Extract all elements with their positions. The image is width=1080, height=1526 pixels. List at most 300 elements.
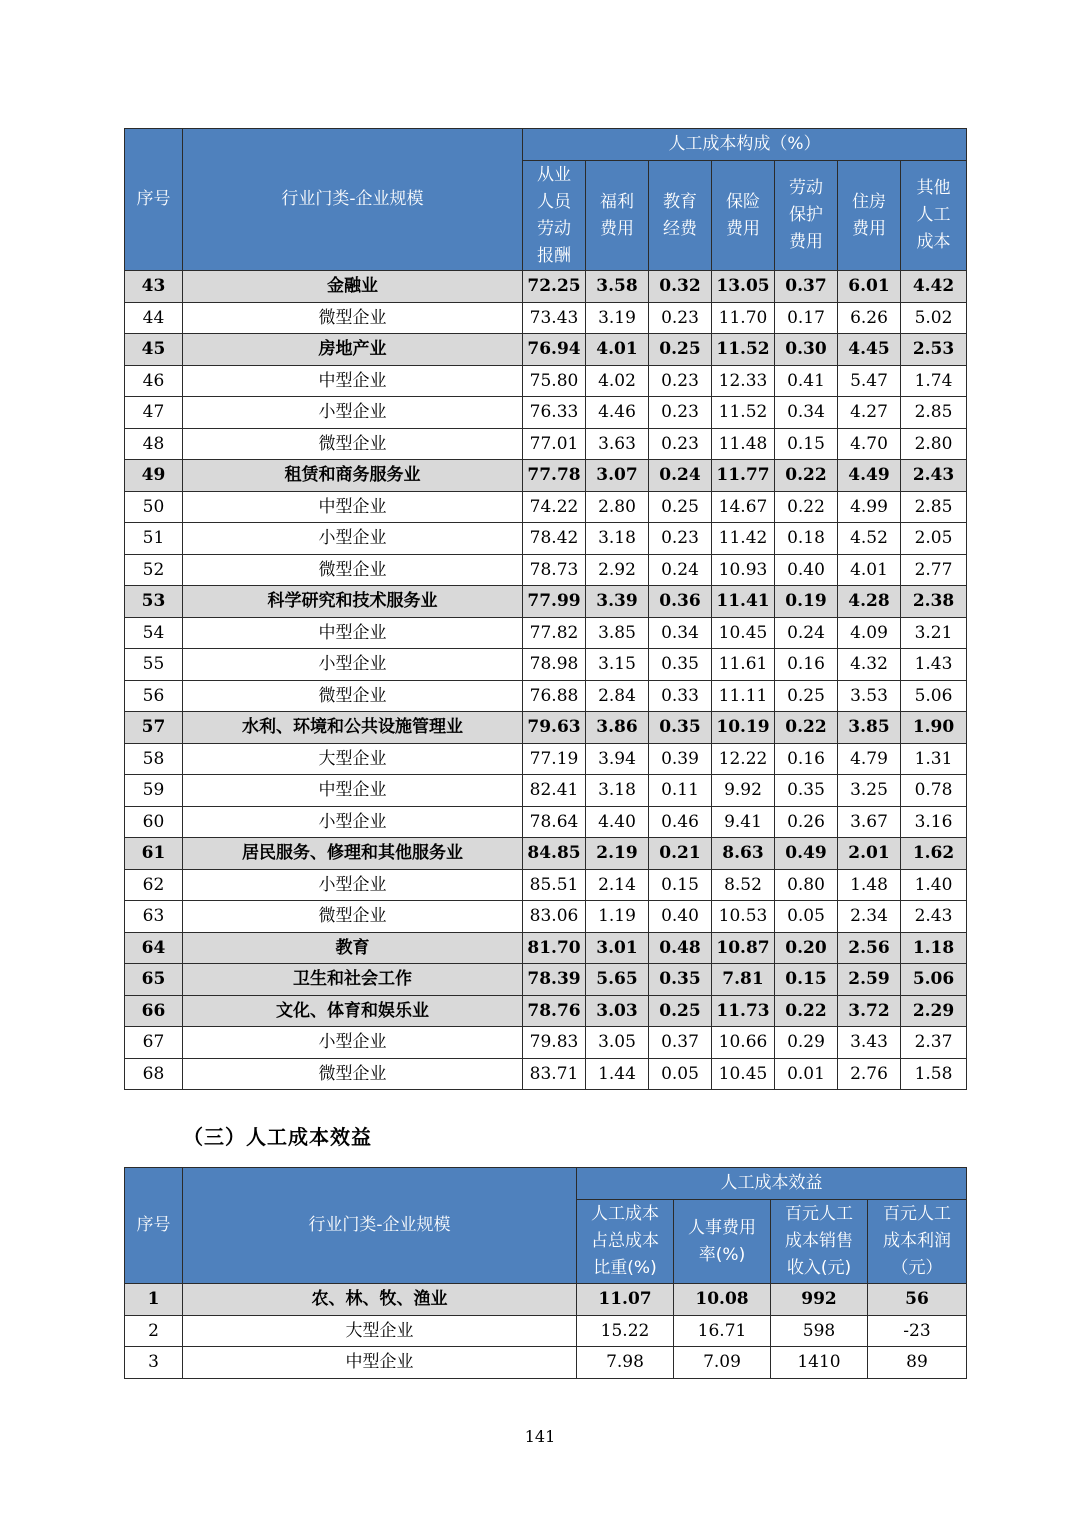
value-cell: 76.94 bbox=[523, 334, 586, 366]
row-number: 52 bbox=[125, 554, 183, 586]
row-number: 66 bbox=[125, 995, 183, 1027]
value-cell: 1.19 bbox=[586, 901, 649, 933]
value-cell: 3.86 bbox=[586, 712, 649, 744]
value-cell: 74.22 bbox=[523, 491, 586, 523]
value-cell: 56 bbox=[868, 1284, 967, 1316]
value-cell: 8.52 bbox=[712, 869, 775, 901]
header-industry: 行业门类-企业规模 bbox=[183, 1168, 577, 1284]
value-cell: 75.80 bbox=[523, 365, 586, 397]
industry-name: 居民服务、修理和其他服务业 bbox=[183, 838, 523, 870]
value-cell: 0.17 bbox=[775, 302, 838, 334]
value-cell: 2.80 bbox=[901, 428, 967, 460]
row-number: 59 bbox=[125, 775, 183, 807]
value-cell: 11.77 bbox=[712, 460, 775, 492]
value-cell: 14.67 bbox=[712, 491, 775, 523]
value-cell: 3.67 bbox=[838, 806, 901, 838]
row-number: 44 bbox=[125, 302, 183, 334]
value-cell: 82.41 bbox=[523, 775, 586, 807]
row-number: 50 bbox=[125, 491, 183, 523]
value-cell: 0.05 bbox=[649, 1058, 712, 1090]
value-cell: 0.23 bbox=[649, 397, 712, 429]
table-row bbox=[125, 869, 967, 901]
value-cell: 1.31 bbox=[901, 743, 967, 775]
industry-name: 大型企业 bbox=[183, 1315, 577, 1347]
industry-name: 小型企业 bbox=[183, 523, 523, 555]
value-cell: 2.76 bbox=[838, 1058, 901, 1090]
table-row bbox=[125, 1284, 967, 1316]
value-cell: 5.06 bbox=[901, 680, 967, 712]
value-cell: 0.25 bbox=[649, 995, 712, 1027]
value-cell: 0.15 bbox=[649, 869, 712, 901]
value-cell: 3.94 bbox=[586, 743, 649, 775]
value-cell: 3.18 bbox=[586, 775, 649, 807]
value-cell: 4.28 bbox=[838, 586, 901, 618]
value-cell: 0.30 bbox=[775, 334, 838, 366]
value-cell: 5.06 bbox=[901, 964, 967, 996]
value-cell: 0.16 bbox=[775, 743, 838, 775]
industry-name: 微型企业 bbox=[183, 901, 523, 933]
value-cell: 1.40 bbox=[901, 869, 967, 901]
value-cell: 7.81 bbox=[712, 964, 775, 996]
row-number: 60 bbox=[125, 806, 183, 838]
table-row bbox=[125, 302, 967, 334]
row-number: 62 bbox=[125, 869, 183, 901]
value-cell: 11.52 bbox=[712, 334, 775, 366]
value-cell: 3.25 bbox=[838, 775, 901, 807]
value-cell: 8.63 bbox=[712, 838, 775, 870]
value-cell: 3.63 bbox=[586, 428, 649, 460]
table-row bbox=[125, 680, 967, 712]
value-cell: 78.76 bbox=[523, 995, 586, 1027]
industry-name: 微型企业 bbox=[183, 428, 523, 460]
value-cell: 78.73 bbox=[523, 554, 586, 586]
value-cell: 3.15 bbox=[586, 649, 649, 681]
row-number: 56 bbox=[125, 680, 183, 712]
value-cell: 3.03 bbox=[586, 995, 649, 1027]
value-cell: 78.42 bbox=[523, 523, 586, 555]
industry-name: 小型企业 bbox=[183, 806, 523, 838]
value-cell: 5.02 bbox=[901, 302, 967, 334]
value-cell: 0.37 bbox=[775, 271, 838, 303]
value-cell: 0.01 bbox=[775, 1058, 838, 1090]
value-cell: 2.80 bbox=[586, 491, 649, 523]
value-cell: 11.61 bbox=[712, 649, 775, 681]
row-number: 68 bbox=[125, 1058, 183, 1090]
value-cell: 3.43 bbox=[838, 1027, 901, 1059]
value-cell: 4.52 bbox=[838, 523, 901, 555]
row-number: 53 bbox=[125, 586, 183, 618]
value-cell: 3.05 bbox=[586, 1027, 649, 1059]
table-row bbox=[125, 1058, 967, 1090]
value-cell: 4.45 bbox=[838, 334, 901, 366]
value-cell: 2.38 bbox=[901, 586, 967, 618]
section-heading: （三）人工成本效益 bbox=[183, 1125, 372, 1149]
value-cell: 4.02 bbox=[586, 365, 649, 397]
value-cell: 0.15 bbox=[775, 428, 838, 460]
value-cell: 4.09 bbox=[838, 617, 901, 649]
value-cell: 11.11 bbox=[712, 680, 775, 712]
value-cell: 2.19 bbox=[586, 838, 649, 870]
value-cell: 0.32 bbox=[649, 271, 712, 303]
row-number: 63 bbox=[125, 901, 183, 933]
value-cell: 0.26 bbox=[775, 806, 838, 838]
table-row bbox=[125, 901, 967, 933]
table-row bbox=[125, 743, 967, 775]
header-col: 人工成本占总成本比重(%) bbox=[577, 1200, 674, 1284]
industry-name: 小型企业 bbox=[183, 649, 523, 681]
value-cell: 0.37 bbox=[649, 1027, 712, 1059]
value-cell: 10.19 bbox=[712, 712, 775, 744]
value-cell: 3.53 bbox=[838, 680, 901, 712]
value-cell: 77.19 bbox=[523, 743, 586, 775]
value-cell: 0.41 bbox=[775, 365, 838, 397]
value-cell: 0.21 bbox=[649, 838, 712, 870]
value-cell: 4.46 bbox=[586, 397, 649, 429]
table-row bbox=[125, 271, 967, 303]
value-cell: 1410 bbox=[771, 1347, 868, 1379]
value-cell: 0.40 bbox=[775, 554, 838, 586]
value-cell: 10.53 bbox=[712, 901, 775, 933]
value-cell: 13.05 bbox=[712, 271, 775, 303]
value-cell: 11.52 bbox=[712, 397, 775, 429]
value-cell: 4.01 bbox=[586, 334, 649, 366]
value-cell: 11.07 bbox=[577, 1284, 674, 1316]
value-cell: 72.25 bbox=[523, 271, 586, 303]
industry-name: 文化、体育和娱乐业 bbox=[183, 995, 523, 1027]
table-row bbox=[125, 460, 967, 492]
value-cell: 0.15 bbox=[775, 964, 838, 996]
value-cell: 10.66 bbox=[712, 1027, 775, 1059]
row-number: 61 bbox=[125, 838, 183, 870]
value-cell: 2.37 bbox=[901, 1027, 967, 1059]
value-cell: 6.26 bbox=[838, 302, 901, 334]
industry-name: 教育 bbox=[183, 932, 523, 964]
value-cell: 11.48 bbox=[712, 428, 775, 460]
value-cell: 78.64 bbox=[523, 806, 586, 838]
value-cell: 11.70 bbox=[712, 302, 775, 334]
row-number: 51 bbox=[125, 523, 183, 555]
value-cell: 2.84 bbox=[586, 680, 649, 712]
value-cell: 12.33 bbox=[712, 365, 775, 397]
value-cell: 0.35 bbox=[649, 649, 712, 681]
value-cell: 3.18 bbox=[586, 523, 649, 555]
value-cell: 77.01 bbox=[523, 428, 586, 460]
table-row bbox=[125, 1027, 967, 1059]
industry-name: 中型企业 bbox=[183, 1347, 577, 1379]
value-cell: 3.07 bbox=[586, 460, 649, 492]
value-cell: 0.23 bbox=[649, 365, 712, 397]
value-cell: 598 bbox=[771, 1315, 868, 1347]
value-cell: 2.56 bbox=[838, 932, 901, 964]
row-number: 1 bbox=[125, 1284, 183, 1316]
industry-name: 小型企业 bbox=[183, 397, 523, 429]
value-cell: 3.16 bbox=[901, 806, 967, 838]
value-cell: 2.53 bbox=[901, 334, 967, 366]
value-cell: 81.70 bbox=[523, 932, 586, 964]
value-cell: 15.22 bbox=[577, 1315, 674, 1347]
value-cell: 4.42 bbox=[901, 271, 967, 303]
value-cell: 76.88 bbox=[523, 680, 586, 712]
value-cell: 0.80 bbox=[775, 869, 838, 901]
table-row bbox=[125, 1315, 967, 1347]
value-cell: 3.58 bbox=[586, 271, 649, 303]
value-cell: 3.72 bbox=[838, 995, 901, 1027]
industry-name: 科学研究和技术服务业 bbox=[183, 586, 523, 618]
row-number: 2 bbox=[125, 1315, 183, 1347]
value-cell: 89 bbox=[868, 1347, 967, 1379]
header-col: 从业人员劳动报酬 bbox=[523, 161, 586, 271]
value-cell: 0.49 bbox=[775, 838, 838, 870]
table-row bbox=[125, 428, 967, 460]
value-cell: 78.39 bbox=[523, 964, 586, 996]
value-cell: 0.36 bbox=[649, 586, 712, 618]
value-cell: 77.99 bbox=[523, 586, 586, 618]
industry-name: 中型企业 bbox=[183, 365, 523, 397]
header-col: 百元人工成本利润（元） bbox=[868, 1200, 967, 1284]
header-col: 教育经费 bbox=[649, 161, 712, 271]
value-cell: 1.44 bbox=[586, 1058, 649, 1090]
value-cell: 4.27 bbox=[838, 397, 901, 429]
table-row bbox=[125, 649, 967, 681]
value-cell: 992 bbox=[771, 1284, 868, 1316]
value-cell: 1.90 bbox=[901, 712, 967, 744]
value-cell: 1.43 bbox=[901, 649, 967, 681]
table-row bbox=[125, 397, 967, 429]
row-number: 54 bbox=[125, 617, 183, 649]
value-cell: 10.08 bbox=[674, 1284, 771, 1316]
value-cell: 2.43 bbox=[901, 460, 967, 492]
value-cell: 7.98 bbox=[577, 1347, 674, 1379]
value-cell: 1.48 bbox=[838, 869, 901, 901]
table-row bbox=[125, 806, 967, 838]
header-col: 福利费用 bbox=[586, 161, 649, 271]
value-cell: 0.22 bbox=[775, 712, 838, 744]
table-row bbox=[125, 838, 967, 870]
header-col: 其他人工成本 bbox=[901, 161, 967, 271]
industry-name: 房地产业 bbox=[183, 334, 523, 366]
value-cell: 2.92 bbox=[586, 554, 649, 586]
value-cell: 0.35 bbox=[775, 775, 838, 807]
page-number: 141 bbox=[524, 1427, 556, 1446]
value-cell: 4.49 bbox=[838, 460, 901, 492]
value-cell: 0.20 bbox=[775, 932, 838, 964]
value-cell: 79.83 bbox=[523, 1027, 586, 1059]
value-cell: 2.85 bbox=[901, 397, 967, 429]
industry-name: 农、林、牧、渔业 bbox=[183, 1284, 577, 1316]
value-cell: 0.05 bbox=[775, 901, 838, 933]
value-cell: 6.01 bbox=[838, 271, 901, 303]
value-cell: 0.33 bbox=[649, 680, 712, 712]
table-row bbox=[125, 932, 967, 964]
value-cell: 11.41 bbox=[712, 586, 775, 618]
value-cell: 2.29 bbox=[901, 995, 967, 1027]
row-number: 55 bbox=[125, 649, 183, 681]
header-col: 住房费用 bbox=[838, 161, 901, 271]
header-col: 人事费用率(%) bbox=[674, 1200, 771, 1284]
value-cell: 0.29 bbox=[775, 1027, 838, 1059]
table-row bbox=[125, 365, 967, 397]
table-row bbox=[125, 586, 967, 618]
value-cell: 3.19 bbox=[586, 302, 649, 334]
value-cell: 10.45 bbox=[712, 617, 775, 649]
value-cell: 76.33 bbox=[523, 397, 586, 429]
table-row bbox=[125, 712, 967, 744]
industry-name: 大型企业 bbox=[183, 743, 523, 775]
table-row bbox=[125, 775, 967, 807]
value-cell: 0.23 bbox=[649, 302, 712, 334]
labor-cost-efficiency-table bbox=[124, 1167, 967, 1379]
table-row bbox=[125, 491, 967, 523]
row-number: 57 bbox=[125, 712, 183, 744]
industry-name: 微型企业 bbox=[183, 554, 523, 586]
value-cell: 0.11 bbox=[649, 775, 712, 807]
value-cell: 5.47 bbox=[838, 365, 901, 397]
value-cell: 2.59 bbox=[838, 964, 901, 996]
value-cell: 0.18 bbox=[775, 523, 838, 555]
value-cell: 1.74 bbox=[901, 365, 967, 397]
value-cell: 10.87 bbox=[712, 932, 775, 964]
table-row bbox=[125, 995, 967, 1027]
labor-cost-composition-table bbox=[124, 128, 967, 1090]
value-cell: 0.23 bbox=[649, 428, 712, 460]
industry-name: 微型企业 bbox=[183, 302, 523, 334]
value-cell: 0.16 bbox=[775, 649, 838, 681]
value-cell: 0.24 bbox=[649, 460, 712, 492]
value-cell: 3.01 bbox=[586, 932, 649, 964]
value-cell: 2.43 bbox=[901, 901, 967, 933]
value-cell: 3.85 bbox=[838, 712, 901, 744]
value-cell: 4.70 bbox=[838, 428, 901, 460]
value-cell: 2.85 bbox=[901, 491, 967, 523]
row-number: 46 bbox=[125, 365, 183, 397]
row-number: 64 bbox=[125, 932, 183, 964]
header-industry: 行业门类-企业规模 bbox=[183, 129, 523, 271]
value-cell: 2.05 bbox=[901, 523, 967, 555]
value-cell: 0.23 bbox=[649, 523, 712, 555]
row-number: 3 bbox=[125, 1347, 183, 1379]
table-row bbox=[125, 1347, 967, 1379]
value-cell: 16.71 bbox=[674, 1315, 771, 1347]
value-cell: 0.46 bbox=[649, 806, 712, 838]
value-cell: 3.21 bbox=[901, 617, 967, 649]
industry-name: 卫生和社会工作 bbox=[183, 964, 523, 996]
industry-name: 水利、环境和公共设施管理业 bbox=[183, 712, 523, 744]
value-cell: 10.45 bbox=[712, 1058, 775, 1090]
value-cell: 0.24 bbox=[775, 617, 838, 649]
industry-name: 金融业 bbox=[183, 271, 523, 303]
value-cell: 4.99 bbox=[838, 491, 901, 523]
row-number: 67 bbox=[125, 1027, 183, 1059]
value-cell: 11.73 bbox=[712, 995, 775, 1027]
value-cell: 85.51 bbox=[523, 869, 586, 901]
value-cell: 0.22 bbox=[775, 995, 838, 1027]
value-cell: 0.78 bbox=[901, 775, 967, 807]
value-cell: 11.42 bbox=[712, 523, 775, 555]
value-cell: 79.63 bbox=[523, 712, 586, 744]
value-cell: 9.41 bbox=[712, 806, 775, 838]
value-cell: 4.40 bbox=[586, 806, 649, 838]
value-cell: 78.98 bbox=[523, 649, 586, 681]
value-cell: 2.77 bbox=[901, 554, 967, 586]
header-col: 保险费用 bbox=[712, 161, 775, 271]
industry-name: 微型企业 bbox=[183, 1058, 523, 1090]
header-col: 百元人工成本销售收入(元) bbox=[771, 1200, 868, 1284]
table-row bbox=[125, 334, 967, 366]
row-number: 48 bbox=[125, 428, 183, 460]
value-cell: 83.71 bbox=[523, 1058, 586, 1090]
value-cell: 4.32 bbox=[838, 649, 901, 681]
value-cell: 12.22 bbox=[712, 743, 775, 775]
industry-name: 中型企业 bbox=[183, 491, 523, 523]
header-seq: 序号 bbox=[125, 129, 183, 271]
value-cell: 0.25 bbox=[649, 334, 712, 366]
value-cell: 1.62 bbox=[901, 838, 967, 870]
value-cell: 2.14 bbox=[586, 869, 649, 901]
value-cell: 1.58 bbox=[901, 1058, 967, 1090]
value-cell: 2.01 bbox=[838, 838, 901, 870]
value-cell: 2.34 bbox=[838, 901, 901, 933]
table-row bbox=[125, 617, 967, 649]
value-cell: 77.82 bbox=[523, 617, 586, 649]
value-cell: 84.85 bbox=[523, 838, 586, 870]
value-cell: 3.39 bbox=[586, 586, 649, 618]
value-cell: 0.22 bbox=[775, 460, 838, 492]
value-cell: 73.43 bbox=[523, 302, 586, 334]
table-row bbox=[125, 964, 967, 996]
value-cell: 0.24 bbox=[649, 554, 712, 586]
header-seq: 序号 bbox=[125, 1168, 183, 1284]
value-cell: 0.34 bbox=[775, 397, 838, 429]
header-group: 人工成本效益 bbox=[577, 1168, 967, 1200]
value-cell: 83.06 bbox=[523, 901, 586, 933]
value-cell: 7.09 bbox=[674, 1347, 771, 1379]
industry-name: 中型企业 bbox=[183, 775, 523, 807]
row-number: 43 bbox=[125, 271, 183, 303]
value-cell: 0.35 bbox=[649, 964, 712, 996]
table-row bbox=[125, 554, 967, 586]
value-cell: 10.93 bbox=[712, 554, 775, 586]
row-number: 49 bbox=[125, 460, 183, 492]
value-cell: 4.79 bbox=[838, 743, 901, 775]
row-number: 58 bbox=[125, 743, 183, 775]
industry-name: 小型企业 bbox=[183, 1027, 523, 1059]
row-number: 45 bbox=[125, 334, 183, 366]
value-cell: 0.40 bbox=[649, 901, 712, 933]
table-row bbox=[125, 523, 967, 555]
industry-name: 租赁和商务服务业 bbox=[183, 460, 523, 492]
value-cell: 9.92 bbox=[712, 775, 775, 807]
value-cell: 0.34 bbox=[649, 617, 712, 649]
industry-name: 中型企业 bbox=[183, 617, 523, 649]
value-cell: 5.65 bbox=[586, 964, 649, 996]
value-cell: 3.85 bbox=[586, 617, 649, 649]
value-cell: 0.35 bbox=[649, 712, 712, 744]
value-cell: 77.78 bbox=[523, 460, 586, 492]
header-group: 人工成本构成（%） bbox=[523, 129, 967, 161]
value-cell: 0.22 bbox=[775, 491, 838, 523]
header-col: 劳动保护费用 bbox=[775, 161, 838, 271]
value-cell: 1.18 bbox=[901, 932, 967, 964]
industry-name: 小型企业 bbox=[183, 869, 523, 901]
industry-name: 微型企业 bbox=[183, 680, 523, 712]
value-cell: 0.19 bbox=[775, 586, 838, 618]
value-cell: 0.25 bbox=[649, 491, 712, 523]
row-number: 65 bbox=[125, 964, 183, 996]
row-number: 47 bbox=[125, 397, 183, 429]
value-cell: 4.01 bbox=[838, 554, 901, 586]
value-cell: -23 bbox=[868, 1315, 967, 1347]
value-cell: 0.25 bbox=[775, 680, 838, 712]
